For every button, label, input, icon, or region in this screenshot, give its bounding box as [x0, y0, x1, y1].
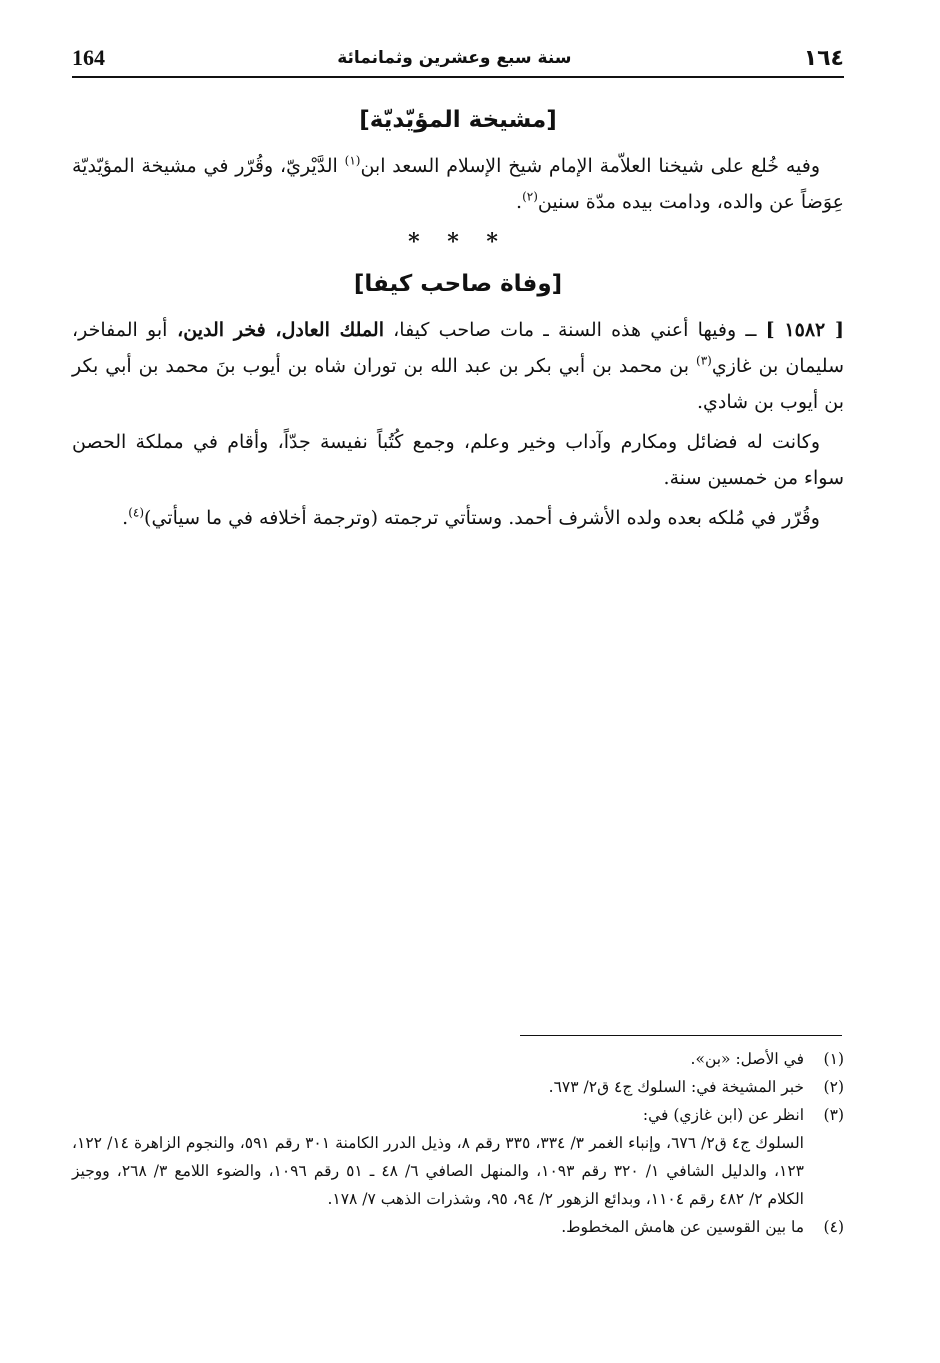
text-run: الدَّيْريّ، وقُرّر في مشيخة المؤيّديّة عِوَضاً عن والده، ودامت بيده مدّة سنين: [72, 155, 844, 213]
paragraph-entry-1582: [72, 312, 844, 420]
text-run: أبو المفاخر، سليمان بن غازي: [72, 319, 844, 377]
text-run: بن محمد بن أبي بكر بن عبد الله بن توران شاه بن أيوب بنَ محمد بن أبي بكر بن أيوب بن شادي.: [72, 355, 844, 413]
footnote-number: (٢): [823, 1078, 844, 1096]
paragraph-succession: [72, 500, 844, 536]
footnote-ref-2: (٢): [522, 189, 538, 204]
footnote-4: [72, 1213, 844, 1241]
text-run: وفيه خُلع على شيخنا العلاّمة الإمام شيخ الإسلام السعد ابن: [360, 155, 820, 177]
entry-number: [ ١٥٨٢ ]: [765, 319, 845, 341]
footnote-text: انظر عن (ابن غازي) في:: [642, 1106, 804, 1124]
footnote-2: [72, 1073, 844, 1101]
main-text: [72, 96, 844, 540]
paragraph-mashyakha: [72, 148, 844, 220]
footnote-number: (٤): [823, 1218, 844, 1236]
running-header: [72, 40, 844, 78]
section-title-mashyakha: [مشيخة المؤيّديّة]: [359, 107, 557, 133]
text-run: وقُرّر في مُلكه بعده ولده الأشرف أحمد. وستأتي ترجمته (وترجمة أخلافه في ما سيأتي): [144, 507, 820, 529]
footnote-ref-4: (٤): [128, 505, 145, 520]
footnote-ref-3: (٣): [696, 353, 712, 368]
footnote-ref-1: (١): [344, 153, 361, 168]
text-run: .: [122, 507, 129, 529]
section-title-wafat: [وفاة صاحب كيفا]: [353, 271, 563, 297]
section-separator: * * *: [408, 229, 508, 255]
footnote-text: في الأصل: «بن».: [690, 1050, 804, 1068]
footnote-number: (٣): [823, 1106, 844, 1124]
footnote-text: خبر المشيخة في: السلوك ج٤ ق٢/ ٦٧٣.: [548, 1078, 804, 1096]
footnote-3-sources: السلوك ج٤ ق٢/ ٦٧٦، وإنباء الغمر ٣/ ٣٣٤، ٣٣٥ رقم ٨، وذيل الدرر الكامنة ٣٠١ رقم ٥٩١، والنجوم الزاهرة ١٤/ ١٢٢، ١٢٣، والدليل الشافي ١/ ٣٢٠ رقم ١٠٩٣، والمنهل الصافي ٦/ ٤٨ ـ ٥١ رقم ١٠٩٦، والضوء اللامع ٣/ ٢٦٨، ووجيز الكلام ٢/ ٤٨٢ رقم ١١٠٤، وبدائع الزهور ٢/ ٩٤، ٩٥، وشذرات الذهب ٧/ ١٧٨.: [72, 1134, 805, 1208]
page-number-latin: 164: [72, 45, 105, 70]
footnote-number: (١): [823, 1050, 844, 1068]
text-run: .: [516, 191, 523, 213]
paragraph-virtues: وكانت له فضائل ومكارم وآداب وخير وعلم، وجمع كُتُباً نفيسة جدّاً، وأقام في مملكة الحصن سواء من خمسين سنة.: [72, 431, 844, 489]
text-run: ــ وفيها أعني هذه السنة ـ مات صاحب كيفا،: [383, 319, 766, 341]
footnote-3: [72, 1101, 844, 1129]
running-title: سنة سبع وعشرين وثمانمائة: [337, 48, 572, 68]
footnote-text: ما بين القوسين عن هامش المخطوط.: [561, 1218, 804, 1236]
footnote-1: [72, 1045, 844, 1073]
footnote-divider: [520, 1035, 842, 1036]
page-number-arabic: ١٦٤: [803, 45, 844, 71]
footnotes: [72, 1045, 844, 1241]
bold-name-run: الملك العادل، فخر الدين،: [167, 319, 384, 341]
